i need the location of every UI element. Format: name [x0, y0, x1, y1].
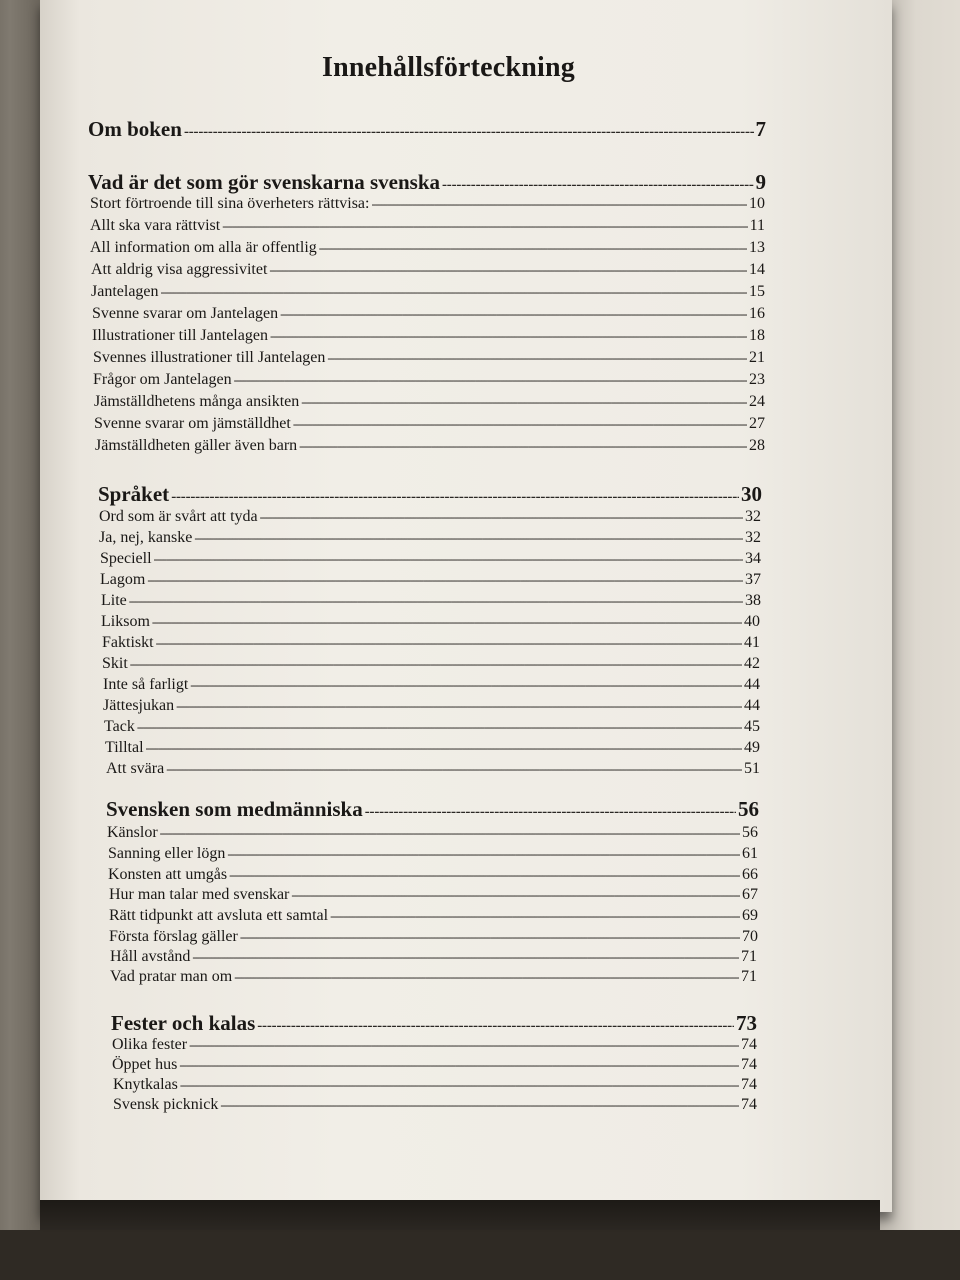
toc-page-number: 18: [749, 327, 765, 344]
toc-entry-label: Känslor: [107, 824, 158, 841]
toc-entry: [107, 824, 758, 842]
toc-heading-label: Svensken som medmänniska: [106, 797, 363, 821]
leader-dots: [270, 328, 747, 344]
toc-entry: [91, 261, 765, 279]
toc-entry: [103, 676, 760, 694]
toc-entry-label: Illustrationer till Jantelagen: [92, 327, 268, 344]
leader-dots: [190, 677, 742, 693]
toc-heading-section-2: [98, 482, 762, 507]
toc-entry: [109, 928, 758, 946]
toc-entry-label: All information om alla är offentlig: [90, 239, 317, 256]
leader-dots: [137, 719, 742, 735]
toc-page-number: 7: [755, 117, 766, 141]
toc-entry-label: Öppet hus: [112, 1056, 178, 1073]
toc-page-number: 16: [749, 305, 765, 322]
toc-entry-label: Vad pratar man om: [110, 968, 233, 985]
toc-entry-label: Jättesjukan: [103, 697, 175, 714]
toc-entry: [102, 655, 760, 673]
leader-dots: [161, 284, 747, 300]
toc-entry: [95, 437, 765, 455]
leader-dots: [227, 846, 740, 862]
toc-page-number: 10: [749, 195, 765, 212]
leader-dots: [301, 394, 747, 410]
toc-entry: [92, 327, 765, 345]
toc-entry: [108, 845, 758, 863]
toc-entry: [105, 739, 760, 757]
toc-entry-label: Jantelagen: [91, 283, 159, 300]
toc-page-number: 66: [742, 866, 758, 883]
toc-entry-label: Olika fester: [112, 1036, 188, 1053]
toc-heading-label: Fester och kalas: [111, 1011, 256, 1035]
toc-entry-label: Jämställdhetens många ansikten: [94, 393, 300, 410]
leader-dots: [179, 1057, 739, 1073]
leader-dots: [184, 124, 754, 141]
leader-dots: [234, 969, 739, 985]
toc-page-number: 41: [744, 634, 760, 651]
toc-page-number: 32: [745, 529, 761, 546]
toc-entry: [113, 1096, 757, 1114]
toc-page-number: 27: [749, 415, 765, 432]
toc-page-number: 40: [744, 613, 760, 630]
toc-entry-label: Stort förtroende till sina överheters rättvisa:: [90, 195, 370, 212]
toc-page-number: 11: [749, 217, 765, 234]
toc-entry: [101, 592, 761, 610]
toc-page-number: 61: [742, 845, 758, 862]
leader-dots: [442, 177, 753, 194]
toc-entry-label: Håll avstånd: [110, 948, 191, 965]
toc-heading-label: Språket: [98, 482, 170, 506]
toc-entry-label: Knytkalas: [113, 1076, 178, 1093]
leader-dots: [319, 240, 747, 256]
leader-dots: [260, 509, 743, 525]
leader-dots: [146, 740, 742, 756]
leader-dots: [327, 350, 747, 366]
toc-entry: [112, 1036, 757, 1054]
leader-dots: [269, 262, 747, 278]
toc-entry: [113, 1076, 757, 1094]
leader-dots: [171, 489, 739, 506]
toc-entry-label: Att aldrig visa aggressivitet: [91, 261, 268, 278]
leader-dots: [293, 416, 747, 432]
toc-entry-label: Rätt tidpunkt att avsluta ett samtal: [109, 907, 329, 924]
toc-entry-label: Liksom: [101, 613, 150, 630]
leader-dots: [280, 306, 747, 322]
toc-entry-label: Ja, nej, kanske: [99, 529, 193, 546]
toc-page-number: 74: [741, 1036, 757, 1053]
toc-entry: [106, 760, 760, 778]
toc-page-number: 13: [749, 239, 765, 256]
toc-page-number: 23: [749, 371, 765, 388]
leader-dots: [147, 572, 743, 588]
toc-page-number: 34: [745, 550, 761, 567]
leader-dots: [154, 551, 743, 567]
toc-heading-section-3: [106, 797, 759, 822]
leader-dots: [194, 530, 743, 546]
toc-page-number: 38: [745, 592, 761, 609]
toc-page-number: 15: [749, 283, 765, 300]
toc-entry-label: Att svära: [106, 760, 165, 777]
toc-entry: [91, 283, 765, 301]
toc-heading-label: Om boken: [88, 117, 182, 141]
toc-entry-label: Första förslag gäller: [109, 928, 238, 945]
toc-entry: [110, 948, 757, 966]
right-page-edge: [880, 0, 960, 1230]
toc-entry: [102, 634, 760, 652]
toc-page-number: 56: [742, 824, 758, 841]
toc-entry-label: Tilltal: [105, 739, 144, 756]
toc-page-number: 30: [741, 482, 762, 506]
leader-dots: [220, 1097, 739, 1113]
leader-dots: [152, 614, 742, 630]
page-shadow: [40, 1200, 880, 1230]
toc-entry-label: Faktiskt: [102, 634, 154, 651]
toc-page-number: 74: [741, 1076, 757, 1093]
leader-dots: [176, 698, 742, 714]
toc-entry: [108, 866, 758, 884]
leader-dots: [130, 656, 742, 672]
toc-page-number: 71: [741, 968, 757, 985]
toc-entry-label: Sanning eller lögn: [108, 845, 226, 862]
leader-dots: [180, 1077, 739, 1093]
toc-page-number: 24: [749, 393, 765, 410]
toc-entry-label: Allt ska vara rättvist: [90, 217, 221, 234]
toc-entry-label: Svensk picknick: [113, 1096, 219, 1113]
toc-page-number: 69: [742, 907, 758, 924]
toc-page-number: 44: [744, 697, 760, 714]
toc-entry: [92, 305, 765, 323]
toc-entry: [93, 371, 765, 389]
toc-entry-label: Hur man talar med svenskar: [109, 886, 290, 903]
toc-entry-label: Lagom: [100, 571, 146, 588]
leader-dots: [166, 761, 742, 777]
toc-page-number: 71: [741, 948, 757, 965]
toc-entry: [109, 886, 758, 904]
toc-page-number: 37: [745, 571, 761, 588]
toc-entry: [93, 349, 765, 367]
toc-page-number: 74: [741, 1056, 757, 1073]
toc-page-number: 70: [742, 928, 758, 945]
leader-dots: [330, 908, 740, 924]
toc-entry-label: Svenne svarar om jämställdhet: [94, 415, 291, 432]
toc-page-number: 28: [749, 437, 765, 454]
toc-page-number: 42: [744, 655, 760, 672]
toc-page-number: 32: [745, 508, 761, 525]
toc-entry: [99, 529, 761, 547]
toc-page-number: 56: [738, 797, 759, 821]
toc-entry-label: Jämställdheten gäller även barn: [95, 437, 298, 454]
toc-entry: [100, 571, 761, 589]
toc-entry-label: Frågor om Jantelagen: [93, 371, 232, 388]
leader-dots: [240, 929, 740, 945]
toc-page-number: 49: [744, 739, 760, 756]
leader-dots: [222, 218, 747, 234]
page-title: Innehållsförteckning: [322, 52, 575, 83]
toc-entry: [101, 613, 760, 631]
toc-heading-om-boken: [88, 117, 766, 142]
leader-dots: [257, 1018, 734, 1035]
leader-dots: [229, 867, 740, 883]
toc-heading-section-4: [111, 1011, 757, 1036]
leader-dots: [299, 438, 747, 454]
toc-page-number: 73: [736, 1011, 757, 1035]
toc-page-number: 44: [744, 676, 760, 693]
toc-page-number: 21: [749, 349, 765, 366]
toc-page-number: 67: [742, 886, 758, 903]
toc-entry: [90, 217, 765, 235]
toc-entry: [109, 907, 758, 925]
toc-entry-label: Konsten att umgås: [108, 866, 228, 883]
toc-entry-label: Svenne svarar om Jantelagen: [92, 305, 279, 322]
toc-entry-label: Skit: [102, 655, 128, 672]
toc-entry: [110, 968, 757, 986]
leader-dots: [156, 635, 742, 651]
toc-heading-section-1: [88, 170, 766, 195]
toc-entry: [90, 195, 765, 213]
toc-entry-label: Tack: [104, 718, 135, 735]
leader-dots: [291, 887, 740, 903]
toc-entry: [94, 393, 765, 411]
toc-entry: [100, 550, 761, 568]
leader-dots: [160, 825, 740, 841]
toc-entry-label: Inte så farligt: [103, 676, 189, 693]
toc-entry-label: Ord som är svårt att tyda: [99, 508, 258, 525]
toc-entry: [104, 718, 760, 736]
toc-page-number: 51: [744, 760, 760, 777]
leader-dots: [365, 804, 736, 821]
toc-entry: [103, 697, 760, 715]
toc-page-number: 9: [755, 170, 766, 194]
leader-dots: [192, 949, 739, 965]
toc-page-number: 14: [749, 261, 765, 278]
leader-dots: [189, 1037, 739, 1053]
toc-entry-label: Svennes illustrationer till Jantelagen: [93, 349, 326, 366]
leader-dots: [129, 593, 743, 609]
toc-entry: [94, 415, 765, 433]
toc-entry-label: Lite: [101, 592, 127, 609]
toc-entry: [90, 239, 765, 257]
leader-dots: [371, 196, 747, 212]
toc-page-number: 74: [741, 1096, 757, 1113]
toc-page-number: 45: [744, 718, 760, 735]
toc-entry: [112, 1056, 757, 1074]
toc-entry-label: Speciell: [100, 550, 152, 567]
leader-dots: [234, 372, 747, 388]
toc-heading-label: Vad är det som gör svenskarna svenska: [88, 170, 441, 194]
toc-entry: [99, 508, 761, 526]
